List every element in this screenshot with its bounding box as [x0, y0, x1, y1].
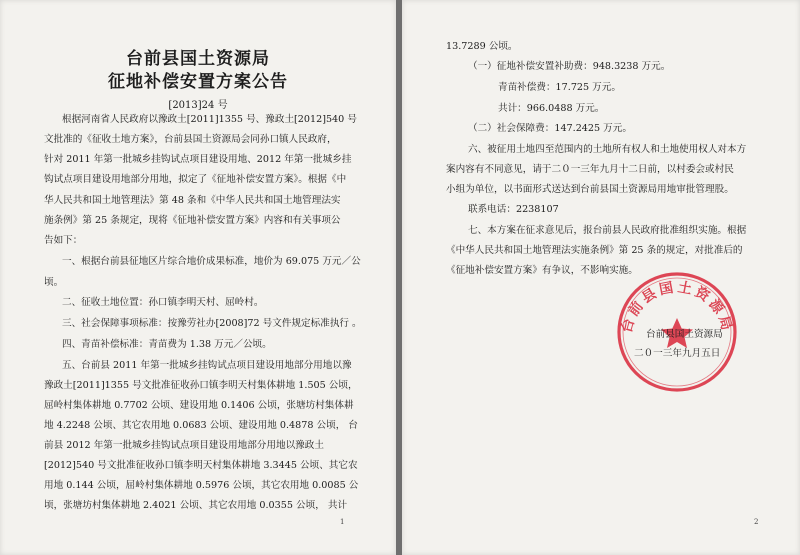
- body-line: 根据河南省人民政府以豫政土[2011]1355 号、豫政土[2012]540 号: [62, 114, 357, 125]
- body-line: 屈岭村集体耕地 0.7702 公顷、建设用地 0.1406 公顷，张塘坊村集体耕: [44, 400, 354, 411]
- document-page-1: [0, 0, 396, 555]
- body-line: 顷，张塘坊村集体耕地 2.4021 公顷、其它农用地 0.0355 公顷， 共计: [44, 500, 348, 511]
- page-number: 1: [340, 518, 345, 526]
- body-line: 前县 2012 年第一批城乡挂钩试点项目建设用地部分用地以豫政土: [44, 440, 324, 451]
- body-line: 《中华人民共和国土地管理法实施条例》第 25 条的规定，对批准后的: [446, 245, 743, 256]
- body-line: 用地 0.144 公顷，屈岭村集体耕地 0.5976 公顷，其它农用地 0.0085 公: [44, 480, 359, 491]
- signature-organization: 台前县国土资源局: [646, 329, 723, 340]
- body-line: 四、青苗补偿标准：青苗费为 1.38 万元／公顷。: [62, 339, 272, 350]
- body-line: 告如下：: [44, 235, 83, 246]
- body-line: 青苗补偿费：17.725 万元。: [498, 82, 621, 93]
- body-line: 文批准的《征收土地方案》，台前县国土资源局会同孙口镇人民政府，: [44, 134, 337, 145]
- contact-phone-line: 联系电话：2238107: [468, 204, 559, 215]
- body-line: （一）征地补偿安置补助费：948.3238 万元。: [468, 61, 671, 72]
- body-line: 施条例》第 25 条规定，现将《征地补偿安置方案》内容和有关事项公: [44, 215, 341, 226]
- notice-title-line2: 征地补偿安置方案公告: [108, 72, 288, 92]
- page-number: 2: [754, 518, 759, 526]
- seal-text: 台前县国土资源局: [618, 279, 736, 335]
- body-line: 钩试点项目建设用地部分用地，拟定了《征地补偿安置方案》。根据《中: [44, 174, 347, 185]
- body-line: （二）社会保障费：147.2425 万元。: [468, 123, 632, 134]
- notice-title-line1: 台前县国土资源局: [126, 49, 270, 69]
- body-line: 地 4.2248 公顷、其它农用地 0.0683 公顷、建设用地 0.4878 公顷， 台: [44, 420, 358, 431]
- body-line: 共计：966.0488 万元。: [498, 103, 605, 114]
- body-line: 七、本方案在征求意见后，报台前县人民政府批准组织实施。根据: [468, 225, 747, 236]
- body-line: 二、征收土地位置：孙口镇李明天村、屈岭村。: [62, 297, 264, 308]
- body-line: 小组为单位，以书面形式送达到台前县国土资源局用地审批管理股。: [446, 184, 734, 195]
- body-line: 案内容有不同意见，请于二０一三年九月十二日前，以村委会或村民: [446, 164, 734, 175]
- document-page-2: [402, 0, 800, 555]
- body-line: 六、被征用土地四至范围内的土地所有权人和土地使用权人对本方: [468, 144, 747, 155]
- body-line: 华人民共和国土地管理法》第 48 条和《中华人民共和国土地管理法实: [44, 195, 341, 206]
- body-line: 13.7289 公顷。: [446, 41, 518, 52]
- body-line: 一、根据台前县征地区片综合地价成果标准，地价为 69.075 万元／公: [62, 256, 361, 267]
- body-line: 五、台前县 2011 年第一批城乡挂钩试点项目建设用地部分用地以豫: [62, 360, 352, 371]
- document-number: [2013]24 号: [168, 100, 228, 111]
- body-line: [2012]540 号文批准征收孙口镇李明天村集体耕地 3.3445 公顷、其它农: [44, 460, 358, 471]
- body-line: 豫政土[2011]1355 号文批准征收孙口镇李明天村集体耕地 1.505 公顷，: [44, 380, 358, 391]
- signature-date: 二０一三年九月五日: [634, 348, 721, 359]
- body-line: 顷。: [44, 277, 64, 288]
- body-line: 针对 2011 年第一批城乡挂钩试点项目建设用地、2012 年第一批城乡挂: [44, 154, 352, 165]
- body-line: 《征地补偿安置方案》有争议，不影响实施。: [446, 265, 638, 276]
- body-line: 三、社会保障事项标准：按豫劳社办[2008]72 号文件规定标准执行 。: [62, 318, 362, 329]
